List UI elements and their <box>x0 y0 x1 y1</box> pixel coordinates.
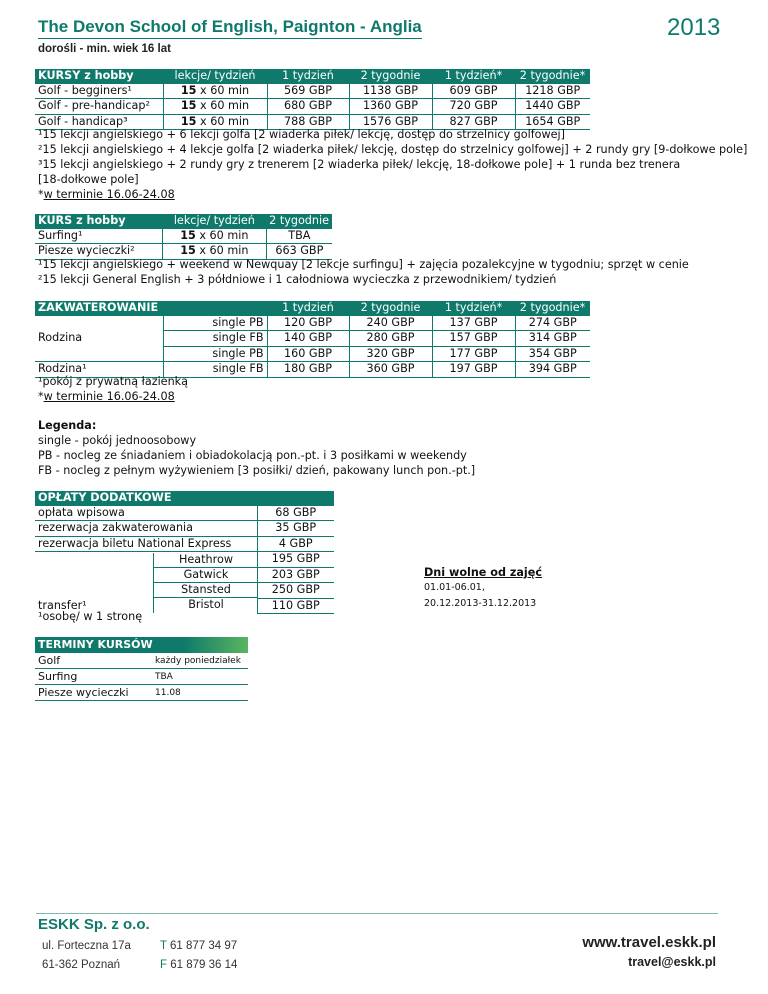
column-header: KURSY z hobby <box>35 69 163 84</box>
fee-value: 68 GBP <box>257 506 334 521</box>
price-cell: 569 GBP <box>267 84 349 99</box>
course-name: Golf - begginers¹ <box>35 84 163 99</box>
table-header-row <box>35 214 332 229</box>
column-header: 1 tydzień <box>267 69 349 84</box>
term-note: *w terminie 16.06-24.08 <box>38 188 175 201</box>
column-header: 2 tygodnie <box>349 69 432 84</box>
fee-value: 35 GBP <box>257 521 334 537</box>
course-date: TBA <box>152 669 248 685</box>
website-link[interactable]: www.travel.eskk.pl <box>582 934 716 951</box>
footer-divider <box>36 913 718 914</box>
price-cell: 1654 GBP <box>515 114 590 130</box>
lessons-cell: 15 x 60 min <box>163 84 267 99</box>
column-header: 2 tygodnie* <box>515 69 590 84</box>
price-cell: 680 GBP <box>267 99 349 115</box>
table-header-row <box>35 637 248 653</box>
column-header: lekcje/ tydzień <box>163 69 267 84</box>
course-name: Golf - pre-handicap² <box>35 99 163 115</box>
airport-label: Heathrow <box>154 553 258 568</box>
table-row <box>35 229 332 244</box>
email-link[interactable]: travel@eskk.pl <box>628 955 716 969</box>
price-cell: 360 GBP <box>349 362 432 378</box>
footnote: ³15 lekcji angielskiego + 2 rundy gry z trenerem [2 wiaderka piłek/ lekcję, 18-dołkowe pole] + 1 runda bez trenera <box>38 158 681 171</box>
footnote: ¹osobę/ w 1 stronę <box>38 610 143 623</box>
price-cell: 720 GBP <box>432 99 515 115</box>
table-row <box>35 653 248 669</box>
holidays-title: Dni wolne od zajęć <box>424 566 542 579</box>
price-cell: 354 GBP <box>515 346 590 362</box>
price-cell: 314 GBP <box>515 331 590 347</box>
fee-value: 203 GBP <box>257 567 334 583</box>
course-name: Piesze wycieczki <box>35 685 152 701</box>
lessons-cell: 15 x 60 min <box>163 114 267 130</box>
airport-label: Bristol <box>188 597 224 611</box>
transfer-label: transfer¹ <box>38 598 87 612</box>
footnote: ²15 lekcji angielskiego + 4 lekcje golfa [2 wiaderka piłek/ lekcję, dostęp do strzelnicy golfowej] + 2 rundy gry [9-dołkowe pole] <box>38 143 748 156</box>
price-cell: 140 GBP <box>267 331 349 347</box>
course-name: Piesze wycieczki² <box>35 244 163 260</box>
hobby-course-table <box>35 214 332 260</box>
fees-title: OPŁATY DODATKOWE <box>35 491 334 506</box>
price-cell: 827 GBP <box>432 114 515 130</box>
price-cell: 788 GBP <box>267 114 349 130</box>
price-cell: 1440 GBP <box>515 99 590 115</box>
footnote: [18-dołkowe pole] <box>38 173 139 186</box>
price-cell: 177 GBP <box>432 346 515 362</box>
column-header <box>163 301 267 316</box>
table-row <box>35 536 334 552</box>
column-header: 1 tydzień <box>267 301 349 316</box>
fax-line: F 61 879 36 14 <box>160 959 238 971</box>
course-name: Surfing <box>35 669 152 685</box>
course-name: Golf - handicap³ <box>35 114 163 130</box>
additional-fees-table <box>35 491 334 614</box>
price-cell: 663 GBP <box>266 244 332 260</box>
price-cell: 320 GBP <box>349 346 432 362</box>
term-note: *w terminie 16.06-24.08 <box>38 390 175 403</box>
airport-label: Gatwick <box>154 568 258 583</box>
column-header: KURS z hobby <box>35 214 163 229</box>
legend-item: single - pokój jednoosobowy <box>38 434 197 447</box>
column-header: 1 tydzień* <box>432 69 515 84</box>
course-date: każdy poniedziałek <box>152 653 248 669</box>
accommodation-table <box>35 301 590 378</box>
price-cell: 274 GBP <box>515 316 590 331</box>
table-header-row <box>35 491 334 506</box>
column-header: 1 tydzień* <box>432 301 515 316</box>
footnote: ¹pokój z prywatną łazienką <box>38 375 188 388</box>
column-header: lekcje/ tydzień <box>163 214 267 229</box>
address-line: 61-362 Poznań <box>42 959 121 971</box>
price-cell: 1138 GBP <box>349 84 432 99</box>
table-row <box>35 99 590 115</box>
price-cell: 157 GBP <box>432 331 515 347</box>
phone-line: T 61 877 34 97 <box>160 940 238 952</box>
address-block <box>42 937 131 975</box>
column-header: 2 tygodnie <box>349 301 432 316</box>
column-header: 2 tygodnie* <box>515 301 590 316</box>
course-name: Golf <box>35 653 152 669</box>
course-dates-table <box>35 637 248 701</box>
table-row <box>35 316 590 331</box>
hobby-courses-table <box>35 69 590 130</box>
fee-label: rezerwacja zakwaterowania <box>35 521 257 537</box>
room-type: single FB <box>163 331 267 347</box>
price-cell: 609 GBP <box>432 84 515 99</box>
year-label: 2013 <box>667 14 721 41</box>
footnote: ²15 lekcji General English + 3 półdniowe i 1 całodniowa wycieczka z przewodnikiem/ tydzień <box>38 273 557 286</box>
table-header-row <box>35 301 590 316</box>
fee-label: opłata wpisowa <box>35 506 257 521</box>
course-date: 11.08 <box>152 685 248 701</box>
price-cell: 137 GBP <box>432 316 515 331</box>
table-row <box>35 521 334 537</box>
lessons-cell: 15 x 60 min <box>163 244 267 260</box>
column-header: ZAKWATEROWANIE <box>35 301 163 316</box>
table-row <box>35 685 248 701</box>
table-header-row <box>35 69 590 84</box>
table-row <box>35 506 334 521</box>
holidays-date: 01.01-06.01, <box>424 582 485 593</box>
group-label: Rodzina¹ <box>35 362 163 378</box>
fee-value: 250 GBP <box>257 583 334 599</box>
price-cell: 197 GBP <box>432 362 515 378</box>
airport-label: Stansted <box>154 583 258 598</box>
column-header: 2 tygodnie <box>266 214 332 229</box>
lessons-cell: 15 x 60 min <box>163 229 267 244</box>
table-row <box>35 84 590 99</box>
price-cell: 1218 GBP <box>515 84 590 99</box>
price-cell: 240 GBP <box>349 316 432 331</box>
page-subtitle: dorośli - min. wiek 16 lat <box>38 43 171 55</box>
room-type: single PB <box>163 316 267 331</box>
legend-item: FB - nocleg z pełnym wyżywieniem [3 posiłki/ dzień, pakowany lunch pon.-pt.] <box>38 464 476 477</box>
legend-title: Legenda: <box>38 419 97 432</box>
table-row <box>35 669 248 685</box>
holidays-date: 20.12.2013-31.12.2013 <box>424 598 537 609</box>
price-cell: 1576 GBP <box>349 114 432 130</box>
footnote: ¹15 lekcji angielskiego + 6 lekcji golfa [2 wiaderka piłek/ lekcję, dostęp do strzelnicy golfowej] <box>38 128 566 141</box>
page-title: The Devon School of English, Paignton - Anglia <box>38 17 422 39</box>
room-type: single FB <box>163 362 267 378</box>
course-name: Surfing¹ <box>35 229 163 244</box>
fee-value: 4 GBP <box>257 536 334 552</box>
course-dates-title: TERMINY KURSÓW <box>35 637 248 653</box>
price-cell: TBA <box>266 229 332 244</box>
price-cell: 120 GBP <box>267 316 349 331</box>
footnote: ¹15 lekcji angielskiego + weekend w Newquay [2 lekcje surfingu] + zajęcia pozalekcyjne w tygodniu; sprzęt w cenie <box>38 258 689 271</box>
fee-value: 110 GBP <box>257 598 334 614</box>
group-label: Rodzina <box>35 316 163 362</box>
price-cell: 160 GBP <box>267 346 349 362</box>
price-cell: 394 GBP <box>515 362 590 378</box>
price-cell: 180 GBP <box>267 362 349 378</box>
address-line: ul. Forteczna 17a <box>42 940 131 952</box>
room-type: single PB <box>163 346 267 362</box>
fee-value: 195 GBP <box>257 552 334 568</box>
fee-label: rezerwacja biletu National Express <box>35 536 257 552</box>
price-cell: 1360 GBP <box>349 99 432 115</box>
transfer-cell <box>35 552 257 614</box>
table-row <box>35 552 334 568</box>
price-cell: 280 GBP <box>349 331 432 347</box>
legend-item: PB - nocleg ze śniadaniem i obiadokolacją pon.-pt. i 3 posiłkami w weekendy <box>38 449 467 462</box>
contact-block <box>160 937 237 975</box>
company-name: ESKK Sp. z o.o. <box>38 916 150 933</box>
lessons-cell: 15 x 60 min <box>163 99 267 115</box>
